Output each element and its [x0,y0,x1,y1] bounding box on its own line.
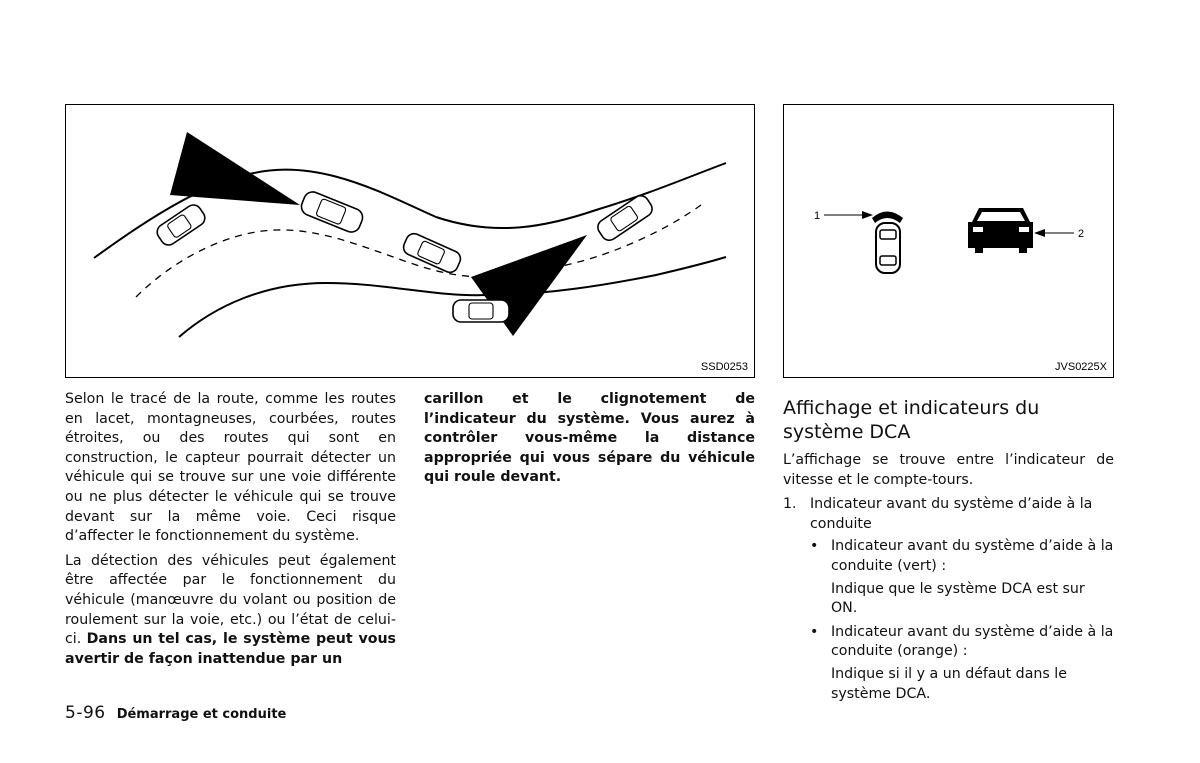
road-illustration [65,104,755,378]
bullet-item [783,537,1114,576]
callout-1-arrow [862,211,873,219]
text-column-1 [65,390,396,674]
callout-2-label: 2 [1078,228,1085,240]
own-car-icon [876,223,900,273]
item-text: Indicateur avant du système d’aide à la conduite [810,496,1093,532]
bullet-description: Indique que le système DCA est sur ON. [831,580,1085,617]
road-svg [66,105,753,376]
paragraph-warning-bold: Dans un tel cas, le système peut vous avertir de façon inattendue par un [65,631,397,667]
paragraph-text: La détection des véhicules peut également être affectée par le fonctionnement du véhicule (manœuvre du volant ou position de roulement sur la voie, etc.) ou l’état de celui-ci. [65,552,396,648]
indicator-arc-icon [872,212,903,224]
paragraph [65,552,396,670]
figure-code: SSD0253 [700,361,748,373]
item-number: 1. [783,496,797,513]
text-column-3 [783,396,1114,708]
paragraph: Selon le tracé de la route, comme les routes en lacet, montagneuses, courbées, routes étroites, ou des routes qui sont en construction, le capteur pourrait détecter un véhicule qui se trouve sur une voie différente ou ne plus détecter le véhicule qui se trouve devant sur la même voie. Ceci risque d’affecter le fonctionnement du système. [65,391,396,545]
bullet-text: Indicateur avant du système d’aide à la conduite (orange) : [831,623,1114,660]
numbered-item-1 [783,495,1114,534]
dca-display-illustration [783,104,1114,378]
bullet-icon: • [810,623,819,640]
car-upper-left [154,202,208,248]
car-detected-upper [299,189,365,234]
car-middle [401,231,463,275]
callout-1-label: 1 [814,210,821,222]
intro-paragraph: L’affichage se trouve entre l’indicateur de vitesse et le compte-tours. [783,452,1114,488]
bullet-item [783,623,1114,662]
page-number: 5-96 [65,703,106,723]
section-title: Affichage et indicateurs du système DCA [783,397,1040,443]
paragraph-warning-bold: carillon et le clignotement de l’indicateur du système. Vous aurez à contrôler vous-même la distance appropriée qui vous sépare du véhicule qui roule devant. [424,391,755,486]
figure-code: JVS0225X [1055,361,1107,373]
vehicle-ahead-icon [968,208,1033,253]
bullet-text: Indicateur avant du système d’aide à la conduite (vert) : [831,538,1114,574]
car-lower [453,300,509,322]
dca-svg [784,105,1112,376]
radar-beam-upper [170,132,300,205]
page-footer [65,703,286,723]
bullet-description: Indique si il y a un défaut dans le système DCA. [831,665,1067,702]
footer-section-name: Démarrage et conduite [116,707,287,722]
text-column-2 [424,390,755,493]
bullet-icon: • [810,538,819,555]
